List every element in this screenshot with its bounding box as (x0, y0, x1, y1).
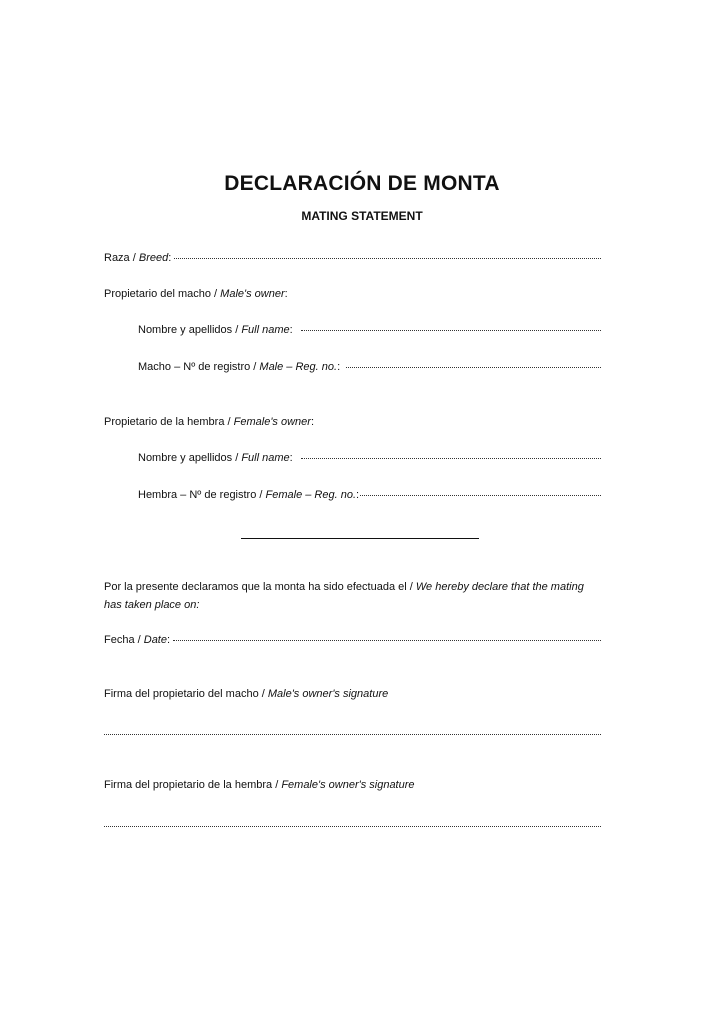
document-subtitle: MATING STATEMENT (301, 209, 423, 223)
female-owner-full-name-label: Nombre y apellidos / Full name: (138, 452, 293, 464)
date-fill-line[interactable] (173, 640, 601, 641)
male-owner-full-name-fill-line[interactable] (301, 330, 601, 331)
breed-label: Raza / Breed: (104, 252, 172, 264)
male-owner-full-name-field[interactable] (138, 324, 601, 340)
female-owner-full-name-fill-line[interactable] (301, 458, 601, 459)
breed-field[interactable] (104, 252, 601, 268)
male-owner-signature-label: Firma del propietario del macho / Male's owner's signature (104, 688, 389, 700)
female-owner-heading: Propietario de la hembra / Female's owner: (104, 416, 314, 428)
document-title: DECLARACIÓN DE MONTA (224, 172, 500, 195)
male-owner-heading: Propietario del macho / Male's owner: (104, 288, 288, 300)
male-reg-no-fill-line[interactable] (346, 367, 601, 368)
female-owner-full-name-field[interactable] (138, 452, 601, 468)
female-reg-no-label: Hembra – Nº de registro / Female – Reg. no.: (138, 489, 360, 501)
male-reg-no-label: Macho – Nº de registro / Male – Reg. no.: (138, 361, 341, 373)
breed-fill-line[interactable] (174, 258, 601, 259)
declaration-text: Por la presente declaramos que la monta ha sido efectuada el / We hereby declare that the mating has taken place on: (104, 581, 584, 611)
date-label: Fecha / Date: (104, 634, 171, 646)
female-owner-signature-label: Firma del propietario de la hembra / Female's owner's signature (104, 779, 415, 791)
male-owner-signature-line[interactable] (104, 734, 601, 735)
male-reg-no-field[interactable] (138, 361, 601, 377)
female-reg-no-fill-line[interactable] (360, 495, 601, 496)
female-reg-no-field[interactable] (138, 489, 601, 505)
male-owner-full-name-label: Nombre y apellidos / Full name: (138, 324, 293, 336)
section-separator (241, 538, 479, 539)
female-owner-signature-line[interactable] (104, 826, 601, 827)
date-field[interactable] (104, 634, 601, 650)
